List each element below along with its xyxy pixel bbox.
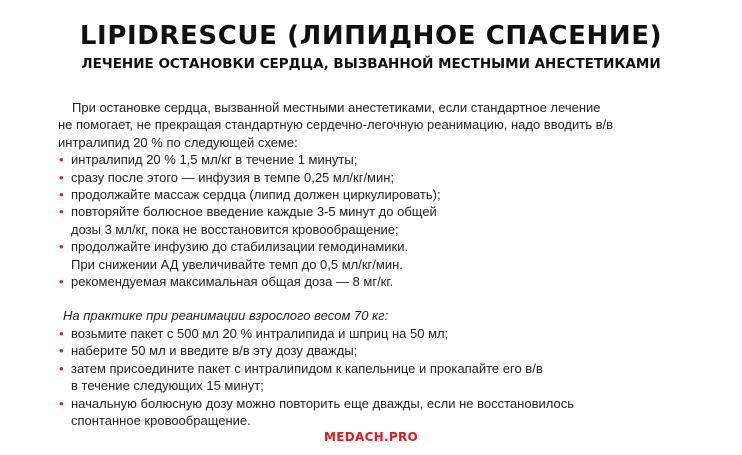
list-item-text: рекомендуемая максимальная общая доза — 8 мг/кг. xyxy=(71,274,394,290)
intro-line: не помогает, не прекращая стандартную сердечно-легочную реанимацию, надо вводить в/в xyxy=(58,117,614,133)
list-item-text: сразу после этого — инфузия в темпе 0,25 мл/кг/мин; xyxy=(71,169,395,185)
list-item xyxy=(58,360,698,395)
intro-paragraph xyxy=(58,99,698,151)
list-item-continuation: спонтанное кровообращение. xyxy=(71,412,251,428)
list-item xyxy=(58,169,698,186)
list-item xyxy=(58,203,698,238)
practice-heading: На практике при реанимации взрослого весом 70 кг: xyxy=(63,308,389,324)
bullet-icon: • xyxy=(59,325,64,341)
document-body xyxy=(58,99,698,429)
bullet-icon: • xyxy=(59,274,64,290)
bullet-icon: • xyxy=(59,343,64,359)
bullet-icon: • xyxy=(59,169,64,185)
list-item-continuation: При снижении АД увеличивайте темп до 0,5 мл/кг/мин. xyxy=(71,256,403,272)
list-item-text: повторяйте болюсное введение каждые 3-5 минут до общей xyxy=(71,204,437,220)
list-item-continuation: в течение следующих 15 минут; xyxy=(71,378,264,394)
list-item-continuation: дозы 3 мл/кг, пока не восстановится кровообращение; xyxy=(71,221,399,237)
bullet-icon: • xyxy=(59,152,64,168)
list-item xyxy=(58,273,698,290)
list-item xyxy=(58,325,698,342)
list-item xyxy=(58,186,698,203)
intro-line: При остановке сердца, вызванной местными анестетиками, если стандартное лечение xyxy=(72,100,601,115)
brand-watermark: MEDACH.PRO xyxy=(323,430,419,444)
section-spacer xyxy=(58,290,698,307)
intro-line: интралипид 20 % по следующей схеме: xyxy=(58,134,298,150)
list-item-text: интралипид 20 % 1,5 мл/кг в течение 1 минуты; xyxy=(71,152,358,168)
bullet-icon: • xyxy=(59,360,64,376)
bullet-icon: • xyxy=(59,239,64,255)
list-item-text: затем присоедините пакет с интралипидом к капельнице и прокапайте его в/в xyxy=(71,360,543,376)
page-title: LIPIDRESCUE (ЛИПИДНОЕ СПАСЕНИЕ) xyxy=(79,21,663,51)
practice-list xyxy=(58,325,698,429)
list-item-text: наберите 50 мл и введите в/в эту дозу дважды; xyxy=(71,343,358,359)
bullet-icon: • xyxy=(59,395,64,411)
bullet-icon: • xyxy=(59,204,64,220)
bullet-icon: • xyxy=(59,187,64,203)
list-item xyxy=(58,238,698,273)
list-item-text: продолжайте инфузию до стабилизации гемодинамики. xyxy=(71,239,409,255)
page-subtitle: ЛЕЧЕНИЕ ОСТАНОВКИ СЕРДЦА, ВЫЗВАННОЙ МЕСТНЫМИ АНЕСТЕТИКАМИ xyxy=(81,56,661,72)
list-item-text: возьмите пакет с 500 мл 20 % интралипида и шприц на 50 мл; xyxy=(71,325,449,341)
list-item xyxy=(58,395,698,430)
list-item xyxy=(58,342,698,359)
list-item xyxy=(58,151,698,168)
list-item-text: начальную болюсную дозу можно повторить еще дважды, если не восстановилось xyxy=(71,395,574,411)
protocol-list xyxy=(58,151,698,290)
list-item-text: продолжайте массаж сердца (липид должен циркулировать); xyxy=(71,187,441,203)
